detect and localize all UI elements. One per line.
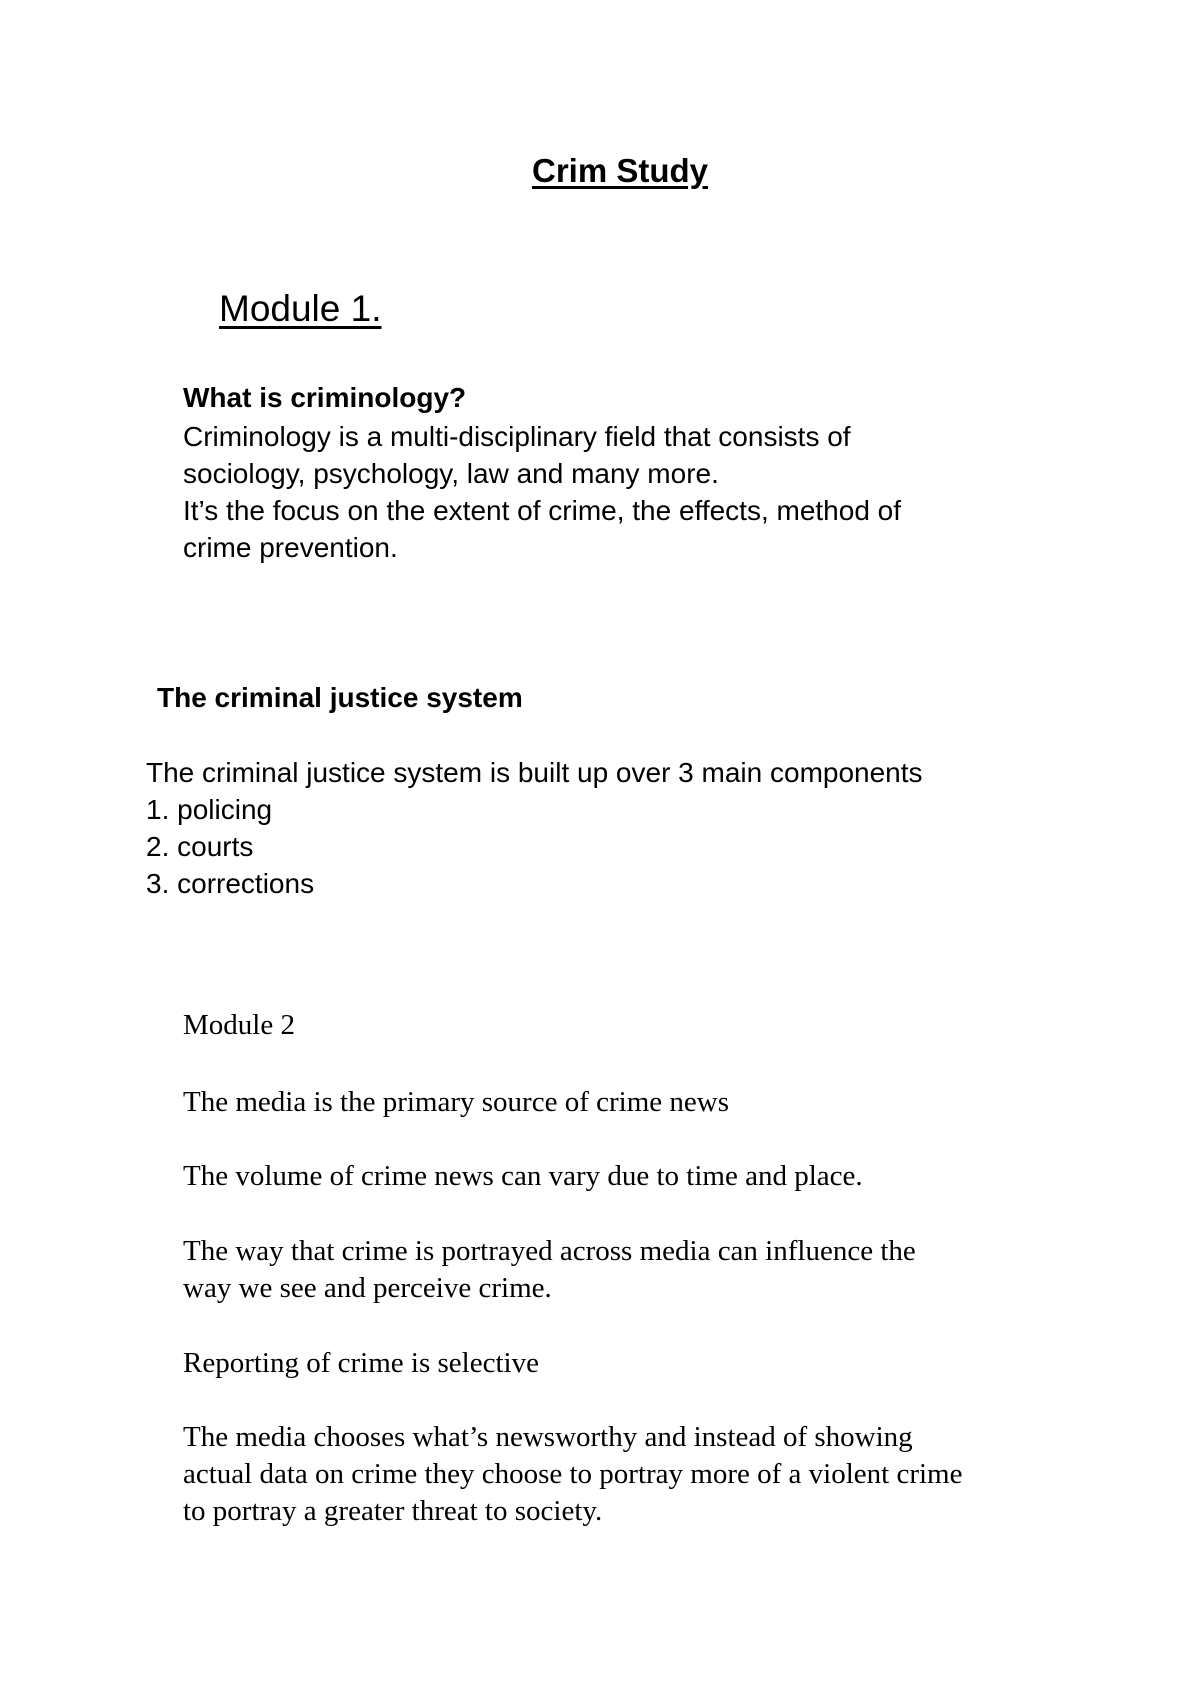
- module-2-paragraph-4: Reporting of crime is selective: [183, 1347, 539, 1379]
- module-2-paragraph-5: [183, 1419, 962, 1530]
- paragraph-line: way we see and perceive crime.: [183, 1272, 552, 1304]
- cjs-intro: The criminal justice system is built up over 3 main components: [146, 757, 923, 788]
- paragraph-line: The way that crime is portrayed across media can influence the: [183, 1235, 916, 1267]
- list-item: 1. policing: [146, 794, 273, 825]
- cjs-components-list: [146, 791, 314, 902]
- module-2-paragraph-1: The media is the primary source of crime news: [183, 1086, 729, 1118]
- definition-line: sociology, psychology, law and many more.: [183, 458, 719, 489]
- module-2-paragraph-2: The volume of crime news can vary due to time and place.: [183, 1160, 863, 1192]
- paragraph-line: actual data on crime they choose to portray more of a violent crime: [183, 1458, 963, 1490]
- list-item: 2. courts: [146, 831, 254, 862]
- document-title: Crim Study: [531, 152, 709, 189]
- module-2-heading: Module 2: [183, 1009, 295, 1041]
- definition-line: crime prevention.: [183, 532, 398, 563]
- criminology-definition: [183, 418, 901, 566]
- cjs-heading: The criminal justice system: [157, 682, 523, 713]
- definition-line: Criminology is a multi-disciplinary field that consists of: [183, 421, 851, 452]
- module-1-heading: Module 1.: [219, 288, 382, 329]
- list-item: 3. corrections: [146, 868, 315, 899]
- module-2-paragraph-3: [183, 1233, 916, 1307]
- criminology-question: What is criminology?: [183, 382, 467, 413]
- paragraph-line: to portray a greater threat to society.: [183, 1495, 603, 1527]
- paragraph-line: The media chooses what’s newsworthy and instead of showing: [183, 1421, 913, 1453]
- definition-line: It’s the focus on the extent of crime, the effects, method of: [183, 495, 902, 526]
